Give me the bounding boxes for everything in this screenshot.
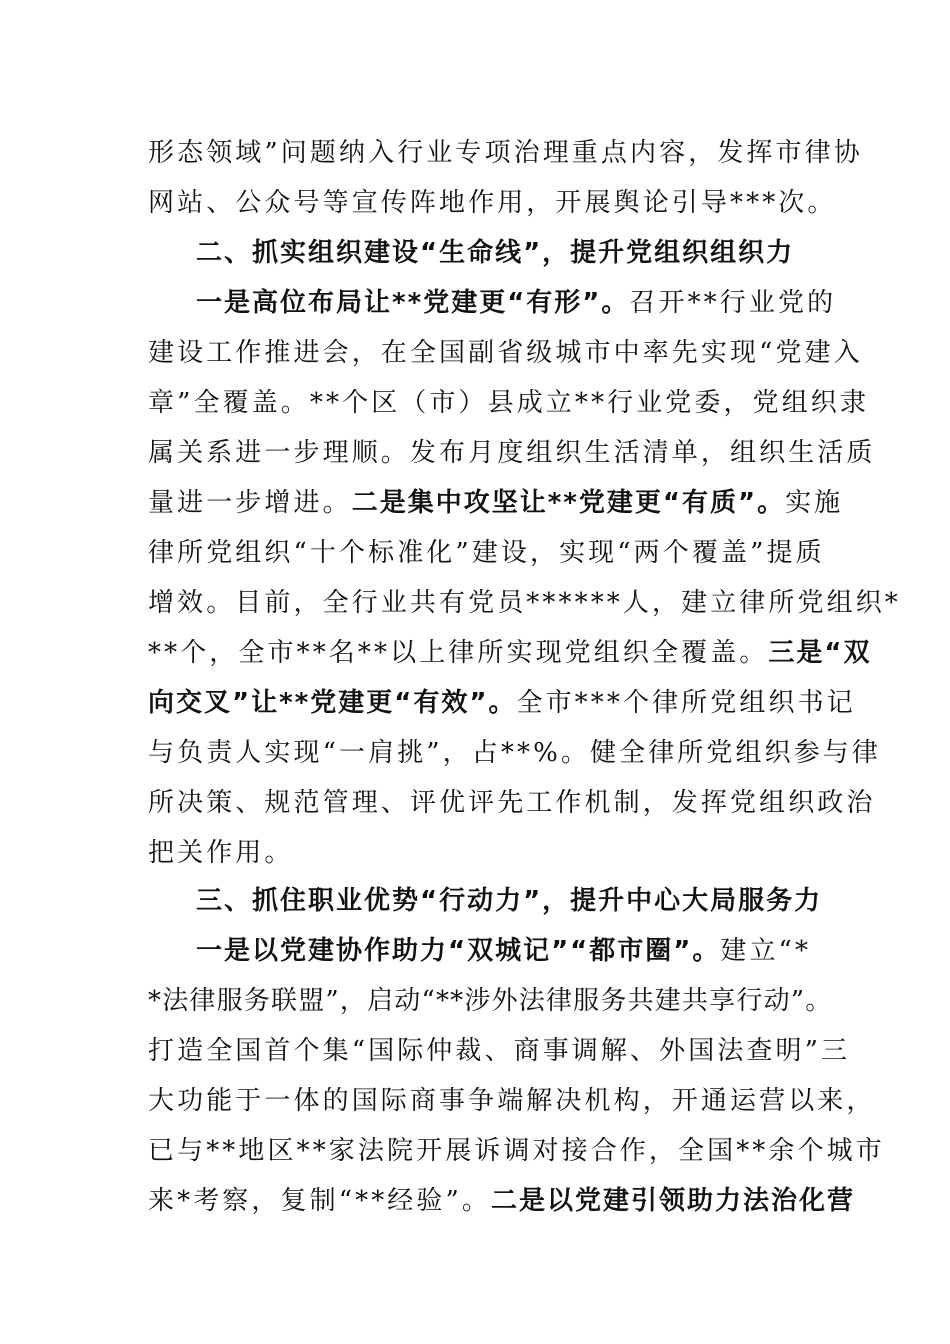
text-line <box>148 1036 850 1066</box>
text-run: 实施 <box>785 488 844 518</box>
section-heading <box>196 886 822 916</box>
text-run: 章”全覆盖。**个区（市）县成立**行业党委，党组织隶 <box>148 388 869 418</box>
text-line <box>148 986 832 1016</box>
section-heading <box>196 238 794 268</box>
text-line <box>148 638 872 668</box>
heading-text: 三、抓住职业优势“行动力”，提升中心大局服务力 <box>196 886 823 916</box>
text-line <box>148 488 843 518</box>
text-line <box>148 188 837 218</box>
text-run: 打造全国首个集“国际仲裁、商事调解、外国法查明”三 <box>148 1036 851 1066</box>
bold-run: 一是以党建协作助力“双城记”“都市圈”。 <box>196 936 721 966</box>
text-line <box>148 438 876 468</box>
text-run: 已与**地区**家法院开展诉调对接合作，全国**余个城市 <box>148 1136 885 1166</box>
text-run: 网站、公众号等宣传阵地作用，开展舆论引导***次。 <box>148 188 837 218</box>
bold-run: 向交叉”让**党建更“有效”。 <box>148 688 517 718</box>
heading-text: 二、抓实组织建设“生命线”，提升党组织组织力 <box>196 238 795 268</box>
bold-run: 二是以党建引领助力法治化营 <box>490 1186 855 1216</box>
text-run: 律所党组织“十个标准化”建设，实现“两个覆盖”提质 <box>148 538 825 568</box>
text-run: 把关作用。 <box>148 838 294 868</box>
text-line <box>148 838 294 868</box>
text-line <box>148 538 825 568</box>
text-run: 建立“* <box>720 936 812 966</box>
text-line <box>148 1186 855 1216</box>
text-line <box>196 288 836 318</box>
bold-run: 二是集中攻坚让**党建更“有质”。 <box>351 488 786 518</box>
text-run: 全市***个律所党组织书记 <box>516 688 856 718</box>
text-line <box>148 1086 876 1116</box>
text-run: 增效。目前，全行业共有党员******人，建立律所党组织* <box>148 588 901 618</box>
text-line <box>148 688 856 718</box>
text-line <box>196 936 811 966</box>
text-run: 召开**行业党的 <box>629 288 837 318</box>
text-line <box>148 1136 885 1166</box>
bold-run: 一是高位布局让**党建更“有形”。 <box>196 288 630 318</box>
text-line <box>148 588 901 618</box>
text-run: 建设工作推进会，在全国副省级城市中率先实现“党建入 <box>148 338 863 368</box>
text-run: 来*考察，复制“**经验”。 <box>148 1186 491 1216</box>
text-line <box>148 788 876 818</box>
text-line <box>148 138 863 168</box>
text-run: **个，全市**名**以上律所实现党组织全覆盖。 <box>148 638 769 668</box>
text-line <box>148 338 863 368</box>
text-line <box>148 388 869 418</box>
text-run: 量进一步增进。 <box>148 488 352 518</box>
text-run: 形态领域”问题纳入行业专项治理重点内容，发挥市律协 <box>148 138 863 168</box>
text-run: 属关系进一步理顺。发布月度组织生活清单，组织生活质 <box>148 438 876 468</box>
text-run: 与负责人实现“一肩挑”，占**%。健全律所党组织参与律 <box>148 738 881 768</box>
text-line <box>148 738 881 768</box>
bold-run: 三是“双 <box>768 638 872 668</box>
text-run: 大功能于一体的国际商事争端解决机构，开通运营以来， <box>148 1086 876 1116</box>
text-run: 所决策、规范管理、评优评先工作机制，发挥党组织政治 <box>148 788 876 818</box>
text-run: *法律服务联盟”，启动“**涉外法律服务共建共享行动”。 <box>148 986 833 1016</box>
